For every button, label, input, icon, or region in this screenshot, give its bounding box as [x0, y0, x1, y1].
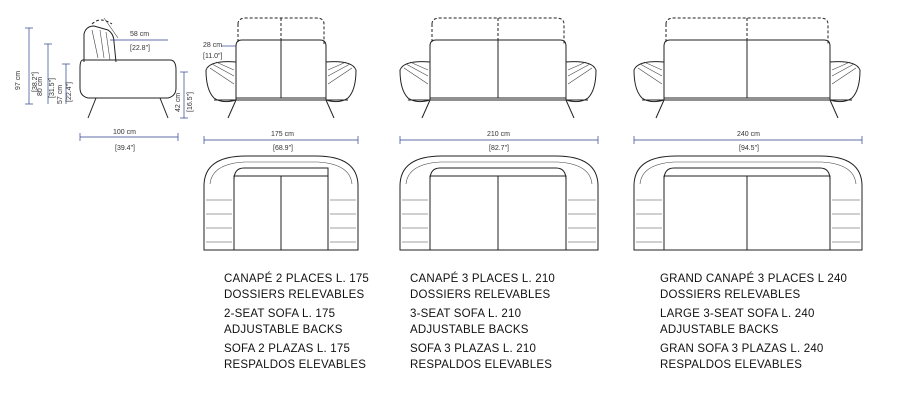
side-recline-arrow [104, 18, 118, 38]
sofa-210-plan-back [406, 162, 592, 184]
sofa-210-captions [410, 272, 555, 373]
sofa-210-plan-arm-lines [402, 200, 596, 242]
side-body [80, 60, 176, 98]
side-back-folds [92, 30, 110, 60]
sofa-240-leg-left [656, 100, 664, 118]
sofa-240-caption-en-1: LARGE 3-SEAT SOFA L. 240 [660, 308, 815, 320]
sofa-210-caption-fr-1: CANAPÉ 3 PLACES L. 210 [410, 273, 556, 285]
sofa-175-caption-es-2: RESPALDOS ELEVABLES [224, 358, 367, 371]
sofa-175-arm-right [326, 62, 356, 102]
height-in-label: [38.2"] [32, 72, 39, 92]
recline-cm-label: 58 cm [130, 31, 150, 38]
sofa-210-arm-left [400, 62, 430, 102]
sofa-240-plan-back [640, 162, 856, 184]
sofa-240-leg-right [830, 100, 838, 118]
sofa-240-caption-fr-1: GRAND CANAPÉ 3 PLACES L 240 [660, 273, 848, 285]
sofa-210-caption-en-2: ADJUSTABLE BACKS [410, 323, 529, 336]
sofa-240-caption-en-2: ADJUSTABLE BACKS [660, 323, 779, 336]
sofa-175-width-cm: 175 cm [271, 131, 294, 138]
sofa-175 [203, 18, 358, 250]
sofa-175-leg-left [228, 100, 236, 118]
sofa-210-width-cm: 210 cm [487, 131, 510, 138]
sofa-175-caption-en-1: 2-SEAT SOFA L. 175 [224, 308, 336, 320]
back-depth-cm-label: 28 cm [203, 42, 223, 49]
depth-cm-label: 100 cm [113, 129, 136, 136]
sofa-210-caption-es-1: SOFA 3 PLAZAS L. 210 [410, 343, 537, 355]
sofa-210-leg-right [566, 100, 574, 118]
sofa-210-caption-fr-2: DOSSIERS RELEVABLES [410, 288, 551, 301]
sofa-210 [400, 18, 598, 250]
seat-cm-label: 42 cm [175, 92, 182, 112]
sofa-240 [634, 18, 862, 250]
sofa-175-arm-folds-left [210, 62, 234, 84]
sofa-240-caption-es-1: GRAN SOFA 3 PLAZAS L. 240 [660, 343, 824, 355]
sofa-175-caption-fr-1: CANAPÉ 2 PLACES L. 175 [224, 273, 370, 285]
recline-in-label: [22.8"] [130, 45, 150, 52]
sofa-240-caption-fr-2: DOSSIERS RELEVABLES [660, 288, 801, 301]
sofa-240-arm-right [830, 62, 860, 102]
sofa-175-caption-es-1: SOFA 2 PLAZAS L. 175 [224, 343, 351, 355]
side-leg-front [88, 98, 96, 118]
seat-in-label: [16.5"] [187, 92, 194, 112]
sofa-175-leg-right [326, 100, 334, 118]
sofa-175-arm-left [206, 62, 236, 102]
arm-in-label: [22.4"] [66, 82, 73, 102]
depth-in-label: [39.4"] [115, 145, 135, 152]
side-recline-arc [92, 20, 112, 24]
sofa-240-arm-folds-right [832, 62, 856, 84]
arm-cm-label: 57 cm [57, 84, 64, 104]
sofa-210-arm-folds-left [404, 62, 428, 84]
sofa-240-caption-es-2: RESPALDOS ELEVABLES [660, 358, 803, 371]
sofa-240-width-cm: 240 cm [737, 131, 760, 138]
sofa-210-arm-folds-right [568, 62, 592, 84]
sofa-240-arm-left [634, 62, 664, 102]
sofa-240-width-in: [94.5"] [739, 145, 759, 152]
back-cm-label: 80 cm [37, 76, 44, 96]
sofa-175-arm-folds-right [328, 62, 352, 84]
sofa-210-caption-en-1: 3-SEAT SOFA L. 210 [410, 308, 522, 320]
sofa-210-width-in: [82.7"] [489, 145, 509, 152]
sofa-240-arm-folds-left [638, 62, 662, 84]
sofa-240-plan-arm-lines [636, 200, 860, 242]
side-leg-back [160, 98, 168, 118]
sofa-175-width-in: [68.9"] [273, 145, 293, 152]
sofa-210-caption-es-2: RESPALDOS ELEVABLES [410, 358, 553, 371]
sofa-210-leg-left [422, 100, 430, 118]
sofa-175-captions [224, 272, 369, 373]
sofa-175-caption-fr-2: DOSSIERS RELEVABLES [224, 288, 365, 301]
sofa-240-captions [660, 272, 847, 373]
back-depth-in-label: [11.0"] [203, 53, 223, 60]
sofa-210-arm-right [566, 62, 596, 102]
side-view [15, 18, 194, 152]
back-in-label: [31.5"] [49, 78, 56, 98]
height-cm-label: 97 cm [15, 70, 22, 90]
sofa-175-caption-en-2: ADJUSTABLE BACKS [224, 323, 343, 336]
